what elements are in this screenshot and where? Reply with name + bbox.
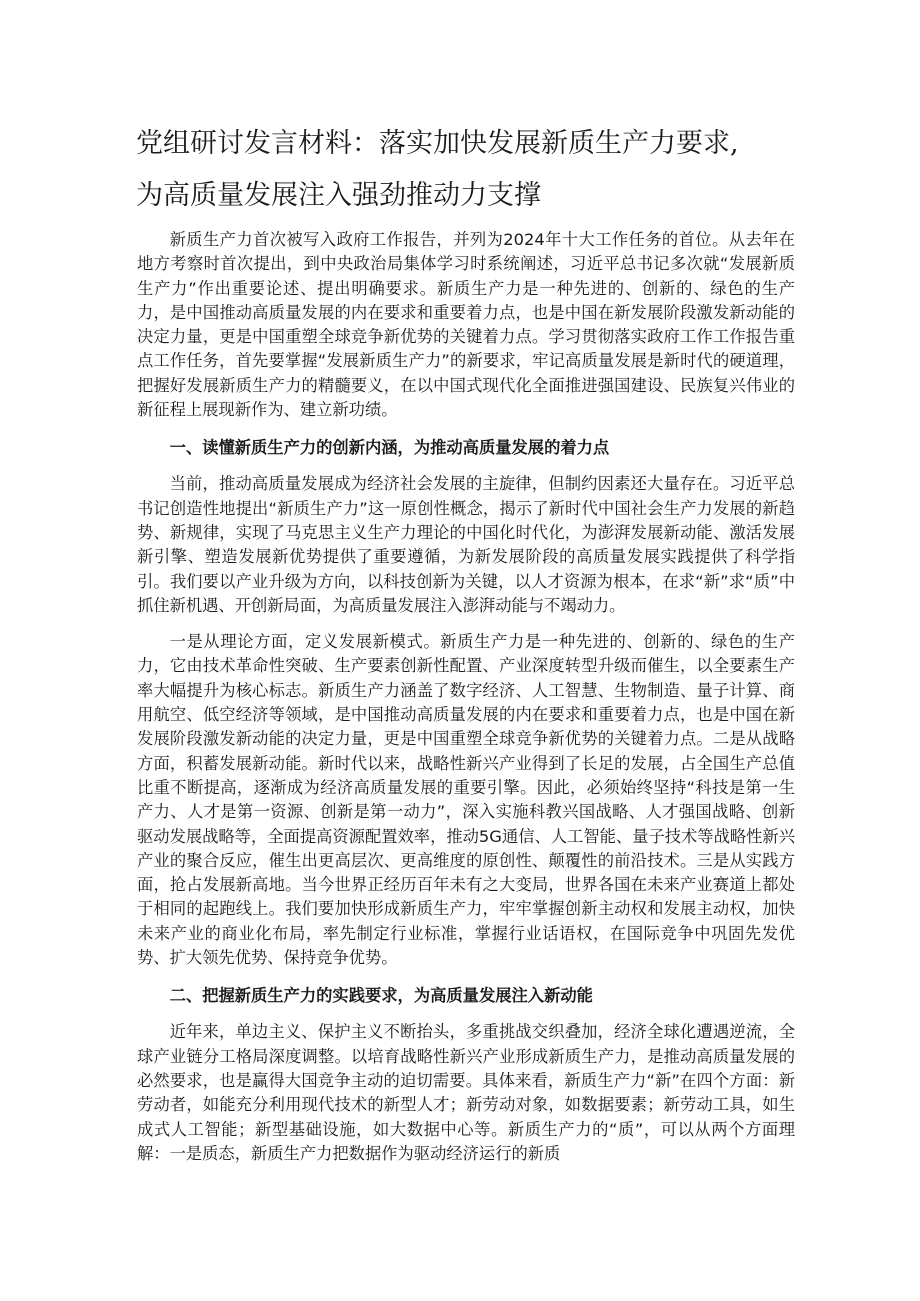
title-line-1: 党组研讨发言材料：落实加快发展新质生产力要求, xyxy=(136,128,739,159)
section-2-paragraph-1: 近年来，单边主义、保护主义不断抬头，多重挑战交织叠加，经济全球化遭遇逆流，全球产业链分工格局深度调整。以培育战略性新兴产业形成新质生产力，是推动高质量发展的必然要求，也是赢得大国竞争主动的迫切需要。具体来看，新质生产力“新”在四个方面：新劳动者，如能充分利用现代技术的新型人才；新劳动对象，如数据要素；新劳动工具，如生成式人工智能；新型基础设施，如大数据中心等。新质生产力的“质”，可以从两个方面理解：一是质态，新质生产力把数据作为驱动经济运行的新质 xyxy=(137,1022,795,1163)
document-title xyxy=(136,118,816,222)
section-1-paragraph-1: 当前，推动高质量发展成为经济社会发展的主旋律，但制约因素还大量存在。习近平总书记创造性地提出“新质生产力”这一原创性概念，揭示了新时代中国社会生产力发展的新趋势、新规律，实现了马克思主义生产力理论的中国化时代化，为澎湃发展新动能、激活发展新引擎、塑造发展新优势提供了重要遵循，为新发展阶段的高质量发展实践提供了科学指引。我们要以产业升级为方向，以科技创新为关键，以人才资源为根本，在求“新”求“质”中抓住新机遇、开创新局面，为高质量发展注入澎湃动能与不竭动力。 xyxy=(137,474,795,615)
intro-paragraph: 新质生产力首次被写入政府工作报告，并列为2024年十大工作任务的首位。从去年在地方考察时首次提出，到中央政治局集体学习时系统阐述，习近平总书记多次就“发展新质生产力”作出重要论述、提出明确要求。新质生产力是一种先进的、创新的、绿色的生产力，是中国推动高质量发展的内在要求和重要着力点，也是中国在新发展阶段激发新动能的决定力量，更是中国重塑全球竞争新优势的关键着力点。学习贯彻落实政府工作工作报告重点工作任务，首先要掌握“发展新质生产力”的新要求，牢记高质量发展是新时代的硬道理，把握好发展新质生产力的精髓要义，在以中国式现代化全面推进强国建设、民族复兴伟业的新征程上展现新作为、建立新功绩。 xyxy=(137,230,795,420)
section-heading-1: 一、读懂新质生产力的创新内涵，为推动高质量发展的着力点 xyxy=(169,438,610,458)
document-body xyxy=(137,228,795,1166)
title-line-2: 为高质量发展注入强劲推动力支撑 xyxy=(136,180,541,211)
section-1-paragraph-2: 一是从理论方面，定义发展新模式。新质生产力是一种先进的、创新的、绿色的生产力，它由技术革命性突破、生产要素创新性配置、产业深度转型升级而催生，以全要素生产率大幅提升为核心标志。新质生产力涵盖了数字经济、人工智慧、生物制造、量子计算、商用航空、低空经济等领域，是中国推动高质量发展的内在要求和重要着力点，也是中国在新发展阶段激发新动能的决定力量，更是中国重塑全球竞争新优势的关键着力点。二是从战略方面，积蓄发展新动能。新时代以来，战略性新兴产业得到了长足的发展，占全国生产总值比重不断提高，逐渐成为经济高质量发展的重要引擎。因此，必须始终坚持“科技是第一生产力、人才是第一资源、创新是第一动力”，深入实施科教兴国战略、人才强国战略、创新驱动发展战略等，全面提高资源配置效率，推动5G通信、人工智能、量子技术等战略性新兴产业的聚合反应，催生出更高层次、更高维度的原创性、颠覆性的前沿技术。三是从实践方面，抢占发展新高地。当今世界正经历百年未有之大变局，世界各国在未来产业赛道上都处于相同的起跑线上。我们要加快形成新质生产力，牢牢掌握创新主动权和发展主动权，加快未来产业的商业化布局，率先制定行业标准，掌握行业话语权，在国际竞争中巩固先发优势、扩大领先优势、保持竞争优势。 xyxy=(137,632,795,968)
section-heading-2: 二、把握新质生产力的实践要求，为高质量发展注入新动能 xyxy=(169,986,593,1006)
